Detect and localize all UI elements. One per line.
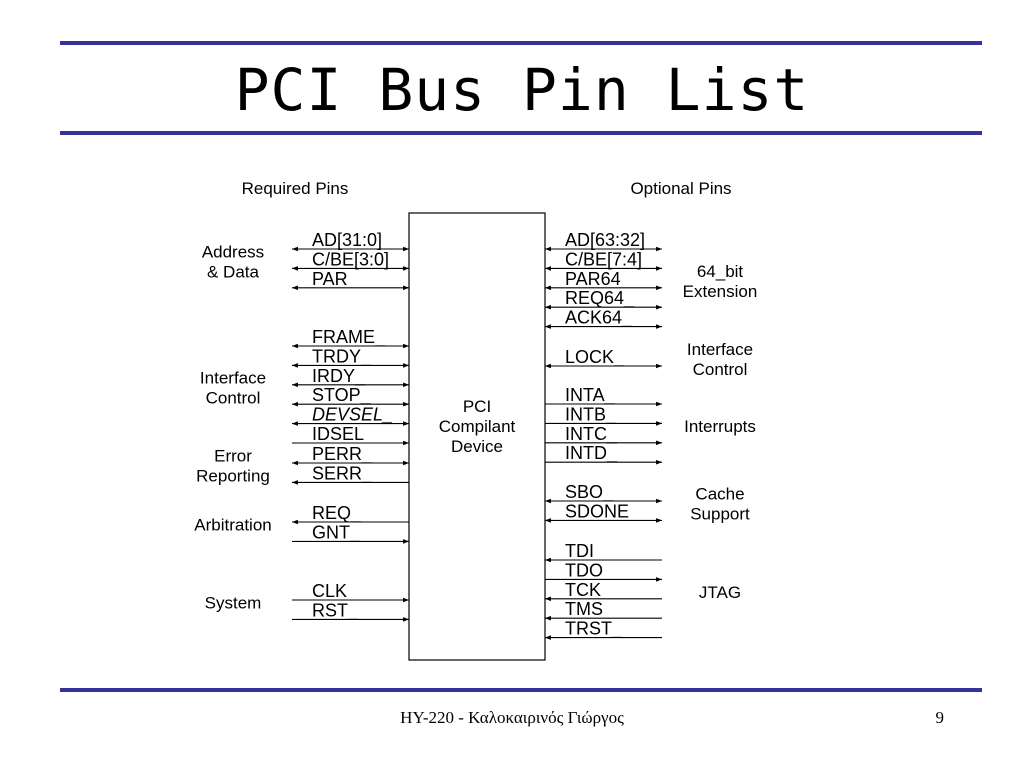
pin-serr: SERR_ xyxy=(312,463,373,484)
device-label-line: PCI xyxy=(462,397,492,416)
pin-tdi: TDI xyxy=(565,541,594,561)
pin-clk: CLK xyxy=(312,581,348,601)
device-label-line: Device xyxy=(451,437,503,456)
group-label-error-reporting: Reporting xyxy=(196,466,270,486)
group-label-arbitration: Arbitration xyxy=(194,515,272,535)
pin-frame: FRAME_ xyxy=(312,327,386,347)
group-label-address-data: & Data xyxy=(207,262,259,282)
group-label-jtag: JTAG xyxy=(698,582,742,602)
pin-intb: INTB_ xyxy=(565,404,617,425)
slide-title: PCI Bus Pin List xyxy=(234,56,810,124)
pin-inta: INTA_ xyxy=(565,385,615,405)
bottom-rule xyxy=(60,688,982,692)
pin-sdone: SDONE xyxy=(565,501,630,522)
pin-trdy: TRDY_ xyxy=(312,346,372,367)
group-label-interface-control: Control xyxy=(692,360,748,379)
pin-c-be-3-0: C/BE[3:0] xyxy=(312,249,390,270)
pin-par64: PAR64 xyxy=(565,268,621,289)
pin-ad-63-32: AD[63:32] xyxy=(565,230,646,250)
pin-irdy: IRDY_ xyxy=(312,365,366,386)
page-number: 9 xyxy=(935,708,944,727)
group-label-interface-control: Interface xyxy=(686,340,754,359)
group-label-cache-support: Support xyxy=(690,504,750,524)
pin-ack64: ACK64_ xyxy=(565,307,633,328)
pin-tms: TMS xyxy=(565,599,603,620)
pin-devsel: DEVSEL_ xyxy=(312,404,394,425)
group-label-cache-support: Cache xyxy=(695,484,745,504)
required-pins xyxy=(194,230,409,621)
pin-intd: INTD_ xyxy=(565,443,618,464)
pin-intc: INTC_ xyxy=(565,423,618,444)
group-label-64-bit-extension: 64_bit xyxy=(696,261,744,281)
group-label-error-reporting: Error xyxy=(214,446,252,466)
pin-req: REQ_ xyxy=(312,503,362,523)
pin-trst: TRST_ xyxy=(565,618,623,639)
optional-pins-header: Optional Pins xyxy=(630,179,732,198)
pin-sbo: SBO_ xyxy=(565,482,614,502)
group-label-address-data: Address xyxy=(201,242,265,262)
pin-tck: TCK xyxy=(565,579,601,600)
pin-ad-31-0: AD[31:0] xyxy=(312,230,383,250)
group-label-interrupts: Interrupts xyxy=(684,417,756,437)
pin-perr: PERR_ xyxy=(312,444,373,464)
optional-pins xyxy=(545,230,757,640)
pin-par: PAR xyxy=(312,268,348,289)
pin-gnt: GNT_ xyxy=(312,522,361,543)
device-label-line: Compilant xyxy=(438,417,516,436)
group-label-interface-control: Control xyxy=(205,388,261,408)
pin-c-be-7-4: C/BE[7:4] xyxy=(565,249,643,270)
pin-lock: LOCK_ xyxy=(565,347,625,367)
pin-req64: REQ64_ xyxy=(565,288,635,309)
pin-stop: STOP_ xyxy=(312,385,371,406)
group-label-system: System xyxy=(204,593,262,613)
pin-idsel: IDSEL xyxy=(312,424,365,444)
footer-text: HY-220 - Καλοκαιρινός Γιώργος xyxy=(400,708,624,727)
group-label-64-bit-extension: Extension xyxy=(682,281,758,301)
pin-tdo: TDO xyxy=(565,560,603,581)
required-pins-header: Required Pins xyxy=(241,179,349,198)
group-label-interface-control: Interface xyxy=(199,368,267,388)
pin-rst: RST_ xyxy=(312,600,359,621)
